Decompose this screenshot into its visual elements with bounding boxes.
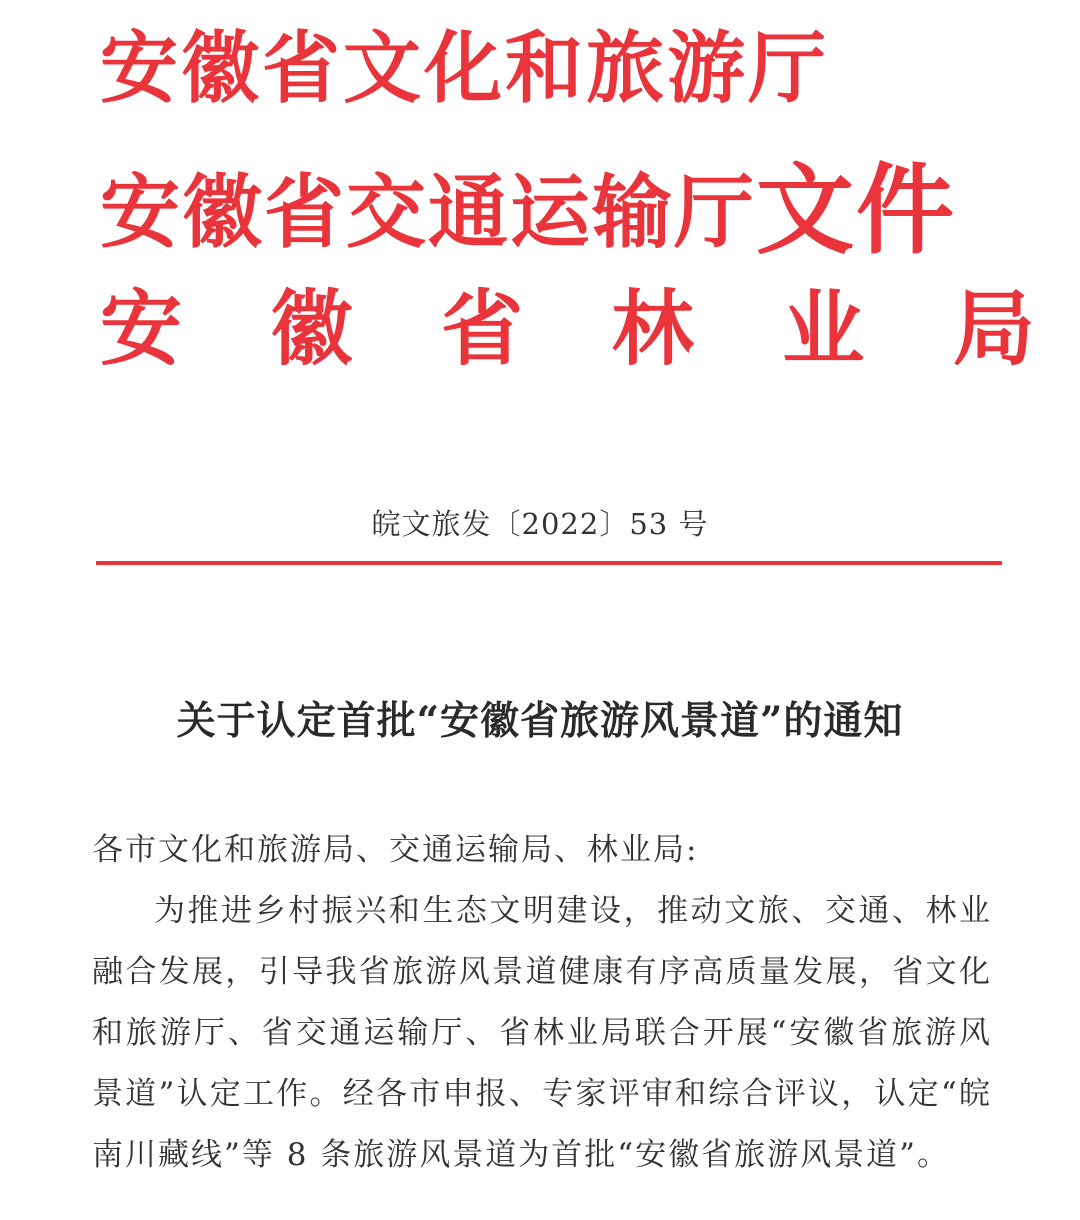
body-paragraph: 为推进乡村振兴和生态文明建设，推动文旅、交通、林业融合发展，引导我省旅游风景道健康有序高质量发展，省文化和旅游厅、省交通运输厅、省林业局联合开展“安徽省旅游风景道”认定工作。经各市申报、专家评审和综合评议，认定“皖南川藏线”等 8 条旅游风景道为首批“安徽省旅游风景道”。 <box>92 893 992 1173</box>
notice-body <box>92 820 992 1186</box>
salutation: 各市文化和旅游局、交通运输局、林业局: <box>92 832 699 868</box>
issuer-forestry: 安 徽 省 林 业 局 <box>100 281 1065 377</box>
issuer-culture-tourism: 安徽省文化和旅游厅 <box>100 23 830 114</box>
issuer-transport-name: 安徽省交通运输厅 <box>100 165 756 259</box>
document-number: 皖文旅发〔2022〕53 号 <box>371 507 709 541</box>
issuer-transport <box>100 153 957 268</box>
file-suffix: 文件 <box>756 153 957 268</box>
notice-title: 关于认定首批“安徽省旅游风景道”的通知 <box>176 698 904 744</box>
red-divider <box>96 561 1002 565</box>
